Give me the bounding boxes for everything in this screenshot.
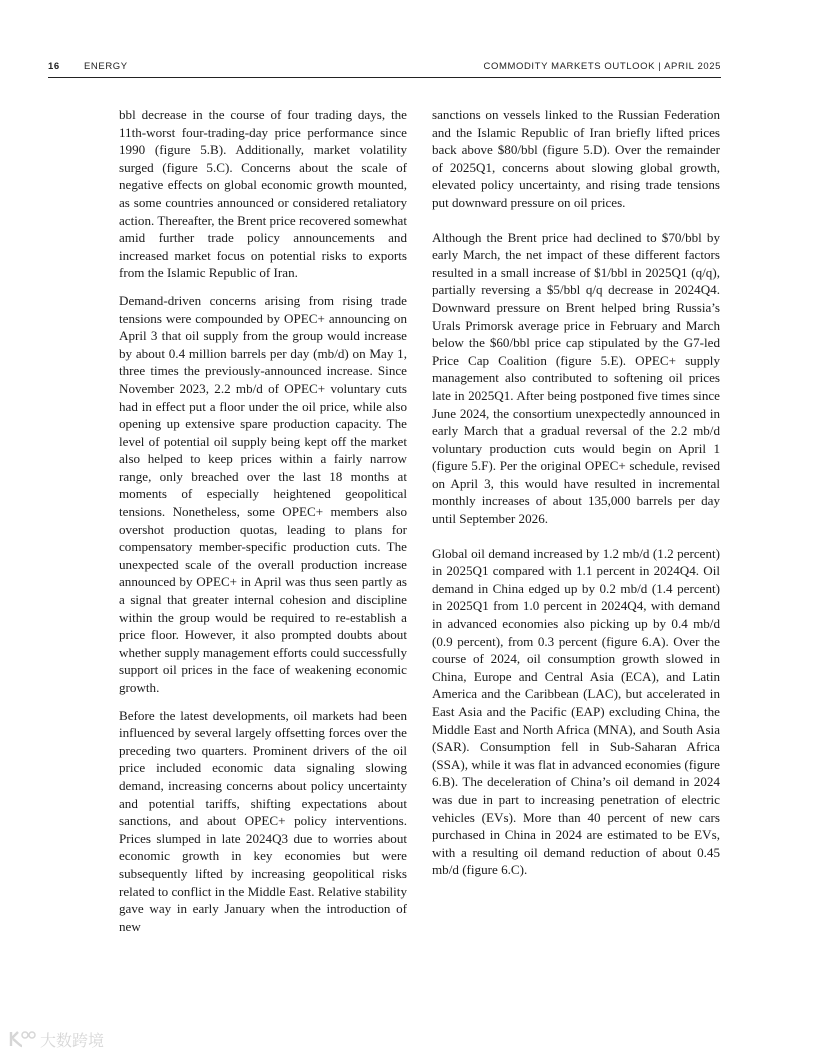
- watermark: [8, 1028, 104, 1050]
- paragraph: Global oil demand increased by 1.2 mb/d (1.2 percent) in 2025Q1 compared with 1.1 percent in 2024Q4. Oil demand in China edged up by 0.2 mb/d (1.4 percent) in 2025Q1 from 1.0 percent in 2024Q4, with demand in advanced economies also picking up by 0.4 mb/d (0.9 percent), from 0.3 percent (figure 6.A). Over the course of 2024, oil consumption growth slowed in China, Europe and Central Asia (ECA), and Latin America and the Caribbean (LAC), but accelerated in East Asia and the Pacific (EAP) excluding China, the Middle East and North Africa (MNA), and South Asia (SAR). Consumption fell in Sub-Saharan Africa (SSA), while it was flat in advanced economies (figure 6.B). The deceleration of China’s oil demand in 2024 was due in part to increasing penetration of electric vehicles (EVs). More than 40 percent of new cars purchased in China in 2024 are estimated to be EVs, with a resulting oil demand reduction of about 0.45 mb/d (figure 6.C).: [432, 545, 720, 878]
- section-label: ENERGY: [84, 61, 128, 72]
- paragraph: Before the latest developments, oil markets had been influenced by several largely offsetting forces over the preceding two quarters. Prominent drivers of the oil price included economic data signaling slowing demand, increasing concerns about policy uncertainty and potential tariffs, shifting expectations about sanctions, and about OPEC+ policy interventions. Prices slumped in late 2024Q3 due to worries about economic growth in key economies but were subsequently lifted by increasing geopolitical risks related to conflict in the Middle East. Relative stability gave way in early January when the introduction of new: [119, 707, 407, 934]
- right-column: [432, 106, 720, 896]
- header-rule: [48, 77, 721, 78]
- page-header: [48, 61, 721, 77]
- running-title: COMMODITY MARKETS OUTLOOK | APRIL 2025: [483, 61, 721, 72]
- page-number: 16: [48, 61, 60, 72]
- paragraph: Demand-driven concerns arising from rising trade tensions were compounded by OPEC+ announcing on April 3 that oil supply from the group would increase by about 0.4 million barrels per day (mb/d) on May 1, three times the previously-announced increase. Since November 2023, 2.2 mb/d of OPEC+ voluntary cuts had in effect put a floor under the oil price, while also opening up extensive spare production capacity. The level of potential oil supply being kept off the market also helped to keep prices within a fairly narrow range, only breached over the last 18 months at moments of especially heightened geopolitical tensions. Nonetheless, some OPEC+ members also overshot production quotas, leading to plans for compensatory member-specific production cuts. The unexpected scale of the overall production increase announced by OPEC+ in April was thus seen partly as a signal that greater internal cohesion and discipline within the group would be required to re-establish a price floor. However, it also prompted doubts about whether supply management efforts could successfully support oil prices in the face of weakening economic growth.: [119, 292, 407, 695]
- paragraph: sanctions on vessels linked to the Russian Federation and the Islamic Republic of Iran briefly lifted prices back above $80/bbl (figure 5.D). Over the remainder of 2025Q1, concerns about slowing global growth, elevated policy uncertainty, and rising trade tensions put downward pressure on oil prices.: [432, 107, 720, 210]
- watermark-logo-icon: [8, 1030, 36, 1048]
- paragraph: bbl decrease in the course of four trading days, the 11th-worst four-trading-day price performance since 1990 (figure 5.B). Additionally, market volatility surged (figure 5.C). Concerns about the scale of negative effects on global economic growth mounted, as some countries announced or considered retaliatory action. Thereafter, the Brent price recovered somewhat amid further trade policy announcements and increased market focus on potential risks to exports from the Islamic Republic of Iran.: [119, 107, 407, 281]
- watermark-text: 大数跨境: [40, 1030, 105, 1050]
- paragraph: Although the Brent price had declined to $70/bbl by early March, the net impact of these different factors resulted in a small increase of $1/bbl in 2025Q1 (q/q), partially reversing a $5/bbl q/q decrease in 2024Q4. Downward pressure on Brent helped bring Russia’s Urals Primorsk average price in February and March below the $60/bbl price cap stipulated by the G7-led Price Cap Coalition (figure 5.E). OPEC+ supply management also contributed to softening oil prices late in 2025Q1. After being postponed five times since June 2024, the consortium unexpectedly announced in early March that a gradual reversal of the 2.2 mb/d voluntary production cuts would begin on April 1 (figure 5.F). Per the original OPEC+ schedule, revised on April 3, this would have resulted in incremental monthly increases of about 135,000 barrels per day until September 2026.: [432, 229, 720, 527]
- left-column: [119, 106, 407, 945]
